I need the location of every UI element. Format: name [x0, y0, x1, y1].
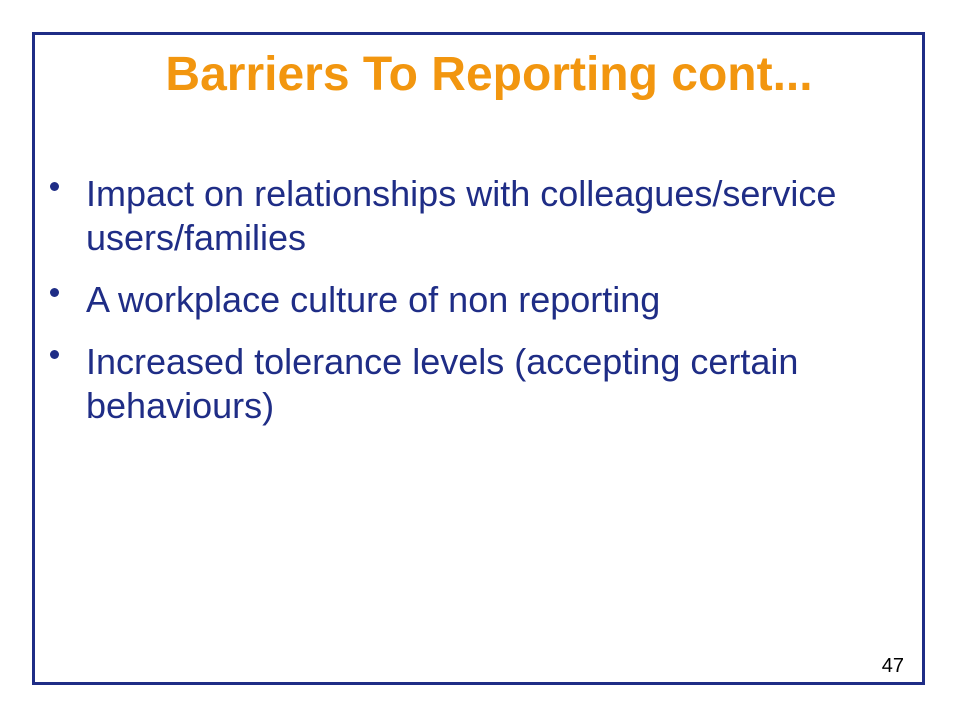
bullet-item: [46, 340, 906, 428]
bullet-text: Increased tolerance levels (accepting certain behaviours): [86, 341, 799, 426]
bullet-text: A workplace culture of non reporting: [86, 279, 661, 320]
bullet-text: Impact on relationships with colleagues/service users/families: [86, 173, 837, 258]
bullet-item: [46, 172, 906, 260]
bullet-list: [46, 172, 906, 446]
bullet-dot-icon: [50, 288, 59, 297]
slide-title: Barriers To Reporting cont...: [165, 48, 813, 101]
bullet-item: [46, 278, 906, 322]
bullet-dot-icon: [50, 350, 59, 359]
page-number: 47: [881, 655, 904, 677]
bullet-dot-icon: [50, 182, 59, 191]
